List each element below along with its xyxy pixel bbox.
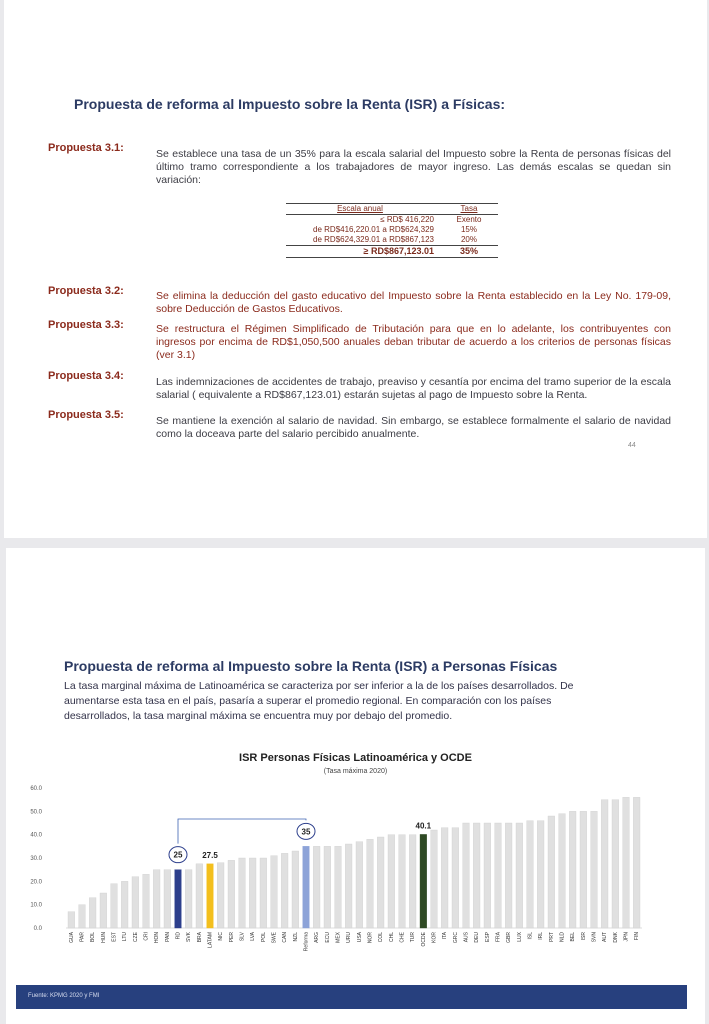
bar-nzl	[292, 851, 299, 928]
bar-chl	[388, 835, 395, 928]
x-tick-label: PAR	[79, 932, 86, 942]
x-tick-label: POL	[260, 932, 267, 943]
bar-can	[281, 853, 288, 928]
x-tick-label: SLV	[239, 932, 246, 942]
y-tick-label: 20.0	[30, 879, 42, 886]
proposal-3-1-label: Propuesta 3.1:	[48, 142, 124, 154]
bar-irl	[537, 821, 544, 928]
table-header-cell: Escala anual	[337, 204, 383, 213]
bar-gua	[68, 912, 75, 928]
table-cell: ≤ RD$ 416,220	[380, 215, 434, 224]
table-row	[286, 225, 498, 235]
bar-nld	[559, 814, 566, 928]
x-tick-label: PRT	[548, 932, 555, 942]
tax-scale-table	[286, 203, 498, 258]
bar-fin	[633, 797, 640, 928]
bar-nor	[367, 839, 374, 928]
x-tick-label: CZE	[132, 932, 139, 942]
x-tick-label: LVA	[250, 932, 257, 941]
x-tick-label: RD	[175, 932, 182, 940]
proposal-3-1-text: Se establece una tasa de un 35% para la escala salarial del Impuesto sobre la Renta de personas físicas del último tramo correspondiente a los trabajadores de mayor ingreso. Las demás escalas se quedan sin variación:	[156, 148, 671, 186]
x-tick-label: PER	[228, 932, 235, 943]
data-label-latam: 27.5	[202, 850, 218, 860]
bar-svn	[591, 811, 598, 928]
bar-grc	[452, 828, 459, 928]
x-tick-label: GRC	[452, 932, 459, 944]
slide-title: Propuesta de reforma al Impuesto sobre la Renta (ISR) a Personas Físicas	[64, 658, 558, 674]
x-tick-label: LATAM	[207, 932, 214, 948]
bar-pol	[260, 858, 267, 928]
document-page-1	[4, 0, 707, 538]
table-cell: ≥ RD$867,123.01	[363, 246, 434, 256]
x-tick-label: NOR	[367, 932, 374, 944]
source-note: Fuente: KPMG 2020 y FMI	[28, 993, 100, 999]
x-tick-label: ARG	[314, 932, 321, 943]
x-tick-label: AUS	[463, 932, 470, 943]
x-tick-label: TUR	[410, 932, 417, 943]
bar-nic	[217, 863, 224, 928]
bar-arg	[313, 846, 320, 928]
x-tick-label: ECU	[324, 932, 331, 943]
data-label-reforma: 35	[301, 827, 311, 837]
x-tick-label: NLD	[559, 932, 566, 943]
bar-lva	[249, 858, 256, 928]
chart-subtitle: (Tasa máxima 2020)	[323, 768, 388, 775]
bar-swe	[271, 856, 278, 928]
x-tick-label: FRA	[495, 932, 502, 942]
isr-bar-chart	[6, 548, 705, 984]
x-tick-label: COL	[378, 932, 385, 943]
x-tick-label: ISL	[527, 932, 534, 940]
x-tick-label: CAN	[282, 932, 289, 943]
x-tick-label: NIC	[218, 932, 225, 941]
table-row	[286, 215, 498, 225]
proposal-3-4-text: Las indemnizaciones de accidentes de trabajo, preaviso y cesantía por encima del tramo superior de la escala salarial ( equivalente a RD$867,123.01) estarán sujetas al pago de Impuesto sobre la Renta.	[156, 376, 671, 401]
bar-isr	[580, 811, 587, 928]
bar-che	[399, 835, 406, 928]
x-tick-label: BOL	[90, 932, 97, 943]
x-tick-label: ESP	[484, 932, 491, 943]
x-tick-label: SVN	[591, 932, 598, 943]
bar-jpn	[623, 797, 630, 928]
x-tick-label: URU	[346, 932, 353, 943]
bar-tur	[409, 835, 416, 928]
intro-paragraph: La tasa marginal máxima de Latinoamérica se caracteriza por ser inferior a la de los países desarrollados. De aumentarse esta tasa en el país, pasaría a superar el promedio regional. En comparación con los países desarrollados, la tasa marginal máxima se encuentra muy por debajo del promedio.	[64, 680, 574, 722]
x-tick-label: AUT	[602, 932, 609, 942]
proposal-3-5-text: Se mantiene la exención al salario de navidad. Sin embargo, se establece formalmente el salario de navidad como la doceava parte del salario percibido anualmente.	[156, 415, 671, 440]
bar-bra	[196, 864, 203, 928]
table-cell: de RD$416,220.01 a RD$624,329	[313, 225, 434, 234]
bar-cri	[143, 874, 150, 928]
bar-ocde	[420, 834, 427, 928]
page-title: Propuesta de reforma al Impuesto sobre la Renta (ISR) a Físicas:	[74, 96, 506, 112]
data-label-rd: 25	[173, 850, 183, 860]
bar-bel	[569, 811, 576, 928]
proposal-3-4-label: Propuesta 3.4:	[48, 370, 124, 382]
proposal-3-2-text: Se elimina la deducción del gasto educativo del Impuesto sobre la Renta establecido en la Ley No. 179-09, sobre Deducción de Gastos Educativos.	[156, 290, 671, 315]
bar-deu	[473, 823, 480, 928]
bar-pan	[164, 870, 171, 928]
bar-aus	[463, 823, 470, 928]
x-tick-label: EST	[111, 932, 118, 942]
x-tick-label: BEL	[570, 932, 577, 942]
table-header	[286, 204, 498, 215]
x-tick-label: FIN	[634, 932, 641, 941]
page-number: 44	[628, 442, 636, 449]
x-tick-label: GUA	[68, 932, 75, 943]
bar-aut	[601, 800, 608, 928]
x-tick-label: Reforma	[303, 932, 310, 952]
bar-gbr	[505, 823, 512, 928]
bar-est	[111, 884, 118, 928]
x-tick-label: ITA	[442, 932, 449, 940]
x-tick-label: HUN	[100, 932, 107, 943]
x-tick-label: GBR	[506, 932, 513, 943]
table-cell: de RD$624,329.01 a RD$867,123	[313, 235, 434, 244]
y-tick-label: 30.0	[30, 856, 42, 862]
bar-isl	[527, 821, 534, 928]
x-tick-label: SVK	[186, 932, 193, 943]
proposal-3-2-label: Propuesta 3.2:	[48, 285, 124, 297]
y-tick-label: 10.0	[30, 902, 42, 909]
bar-mex	[335, 846, 342, 928]
x-tick-label: CHL	[388, 932, 395, 943]
y-tick-label: 60.0	[30, 786, 42, 792]
comparison-bracket	[178, 819, 306, 844]
x-tick-label: JPN	[623, 932, 630, 942]
x-tick-label: USA	[356, 932, 363, 943]
x-tick-label: MEX	[335, 932, 342, 943]
table-cell: 20%	[460, 235, 477, 244]
proposal-3-3-label: Propuesta 3.3:	[48, 319, 124, 331]
proposal-3-5-label: Propuesta 3.5:	[48, 409, 124, 421]
bar-uru	[345, 844, 352, 928]
table-cell: Exento	[456, 215, 482, 224]
x-tick-label: KOR	[431, 932, 438, 943]
bar-ita	[441, 828, 448, 928]
footer-bar	[16, 985, 687, 1009]
x-tick-label: DNK	[612, 932, 619, 943]
x-tick-label: BRA	[196, 932, 203, 943]
bar-ltu	[121, 881, 128, 928]
x-tick-label: DEU	[474, 932, 481, 943]
bar-col	[377, 837, 384, 928]
bar-esp	[484, 823, 491, 928]
table-header-cell: Tasa	[460, 204, 478, 213]
x-tick-label: LUX	[516, 932, 523, 942]
x-tick-label: PAN	[164, 932, 171, 942]
bar-hon	[153, 870, 160, 928]
x-tick-label: ISR	[580, 932, 587, 941]
bar-cze	[132, 877, 139, 928]
x-tick-label: OCDE	[420, 932, 427, 947]
x-tick-label: CRI	[143, 932, 150, 941]
bar-lux	[516, 823, 523, 928]
bar-usa	[356, 842, 363, 928]
table-row	[286, 245, 498, 258]
document-page-2	[6, 548, 705, 1024]
proposal-3-3-text: Se restructura el Régimen Simplificado de Tributación para que en lo adelante, los contribuyentes con ingresos por encima de RD$1,050,500 anuales deban tributar de acuerdo a los criterios de personas físicas (ver 3.1)	[156, 323, 671, 361]
bar-slv	[239, 858, 246, 928]
y-tick-label: 50.0	[30, 809, 42, 816]
bar-dnk	[612, 800, 619, 928]
bar-latam	[207, 864, 214, 928]
x-tick-label: SWE	[271, 932, 278, 944]
bar-par	[79, 905, 86, 928]
y-tick-label: 0.0	[33, 926, 42, 932]
chart-title: ISR Personas Físicas Latinoamérica y OCDE	[239, 752, 472, 764]
x-tick-label: CHE	[399, 932, 406, 943]
table-cell: 35%	[459, 246, 478, 256]
bar-reforma	[303, 846, 310, 928]
bar-per	[228, 860, 235, 928]
bar-svk	[185, 870, 192, 928]
x-tick-label: NZL	[292, 932, 299, 942]
data-label-ocde: 40.1	[415, 821, 432, 831]
x-tick-label: IRL	[538, 932, 545, 940]
table-row	[286, 235, 498, 245]
bar-hun	[100, 893, 107, 928]
y-tick-label: 40.0	[30, 832, 42, 839]
bar-ecu	[324, 846, 331, 928]
x-tick-label: HON	[154, 932, 161, 944]
bar-kor	[431, 830, 438, 928]
x-tick-label: LTU	[122, 932, 129, 942]
bar-rd	[175, 870, 182, 928]
bar-fra	[495, 823, 502, 928]
bar-bol	[89, 898, 96, 928]
table-cell: 15%	[460, 225, 477, 234]
bar-prt	[548, 816, 555, 928]
